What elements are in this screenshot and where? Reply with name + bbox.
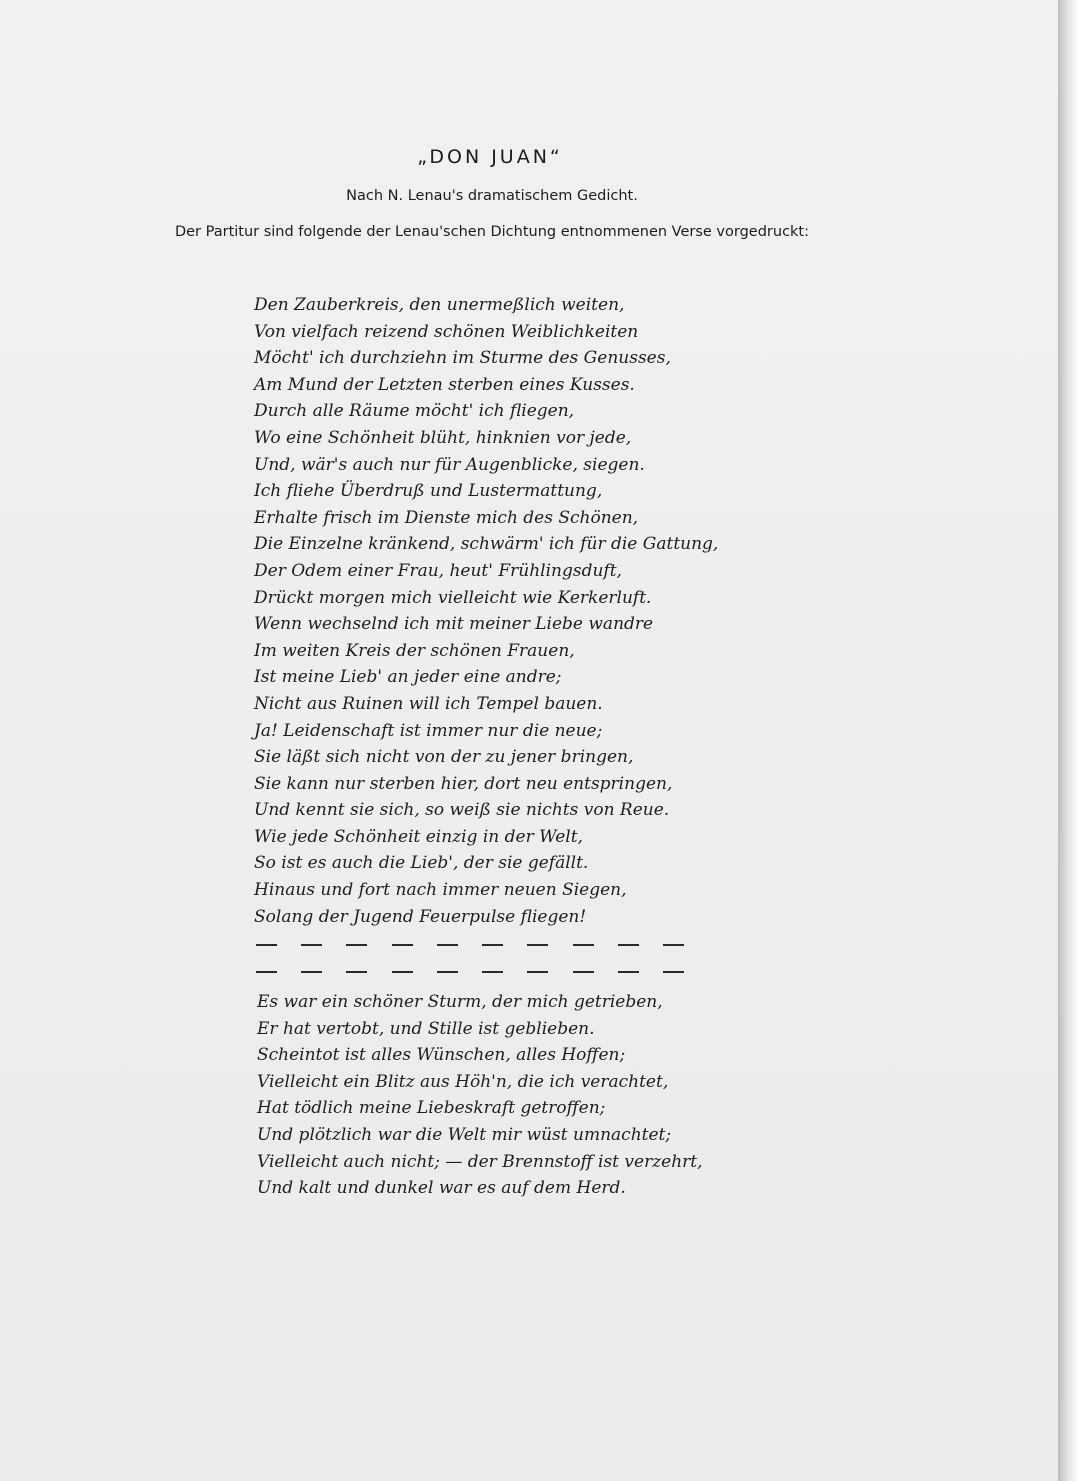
verse-line: Wo eine Schönheit blüht, hinknien vor jede, (254, 427, 632, 448)
verse-line: Ja! Leidenschaft ist immer nur die neue; (254, 720, 603, 741)
verse-line: Von vielfach reizend schönen Weiblichkeiten (254, 321, 639, 342)
verse-line: Scheintot ist alles Wünschen, alles Hoffen; (257, 1045, 626, 1066)
verse-line: Und plötzlich war die Welt mir wüst umnachtet; (257, 1124, 672, 1145)
verse-line: Und kalt und dunkel war es auf dem Herd. (257, 1178, 626, 1199)
verse-line: Durch alle Räume möcht' ich fliegen, (254, 401, 575, 422)
verse-line: Die Einzelne kränkend, schwärm' ich für die Gattung, (254, 534, 719, 555)
verse-line: Den Zauberkreis, den unermeßlich weiten, (254, 295, 625, 315)
verse-line: Ist meine Lieb' an jeder eine andre; (254, 667, 562, 688)
verse-line: Der Odem einer Frau, heut' Frühlingsduft, (254, 560, 622, 581)
verse-line: Hat tödlich meine Liebeskraft getroffen; (257, 1098, 606, 1119)
subtitle: Nach N. Lenau's dramatischem Gedicht. (346, 188, 638, 204)
verse-line: Am Mund der Letzten sterben eines Kusses. (254, 374, 635, 395)
verse-line: Es war ein schöner Sturm, der mich getrieben, (257, 992, 663, 1012)
verse-line: Wie jede Schönheit einzig in der Welt, (254, 826, 583, 847)
verse-line: Ich fliehe Überdruß und Lustermattung, (254, 481, 603, 502)
verse-line: Im weiten Kreis der schönen Frauen, (254, 640, 575, 661)
verse-line: Vielleicht ein Blitz aus Höh'n, die ich verachtet, (257, 1071, 669, 1092)
verse-line: Wenn wechselnd ich mit meiner Liebe wandre (254, 614, 654, 635)
verse-block-1 (254, 292, 718, 930)
verse-line: Er hat vertobt, und Stille ist geblieben. (257, 1018, 595, 1039)
page-title: „DON JUAN“ (417, 146, 563, 168)
dash-separator (256, 971, 684, 973)
verse-line: Und kennt sie sich, so weiß sie nichts von Reue. (254, 800, 670, 821)
verse-line: Und, wär's auch nur für Augenblicke, siegen. (254, 454, 645, 475)
page-edge-shadow (1058, 0, 1077, 1481)
verse-line: Sie läßt sich nicht von der zu jener bringen, (254, 747, 634, 768)
verse-line: So ist es auch die Lieb', der sie gefällt. (254, 853, 589, 874)
verse-line: Solang der Jugend Feuerpulse fliegen! (254, 906, 587, 927)
verse-block-2 (257, 989, 703, 1202)
intro-text: Der Partitur sind folgende der Lenau'schen Dichtung entnommenen Verse vorgedruckt: (174, 224, 810, 240)
verse-line: Drückt morgen mich vielleicht wie Kerkerluft. (254, 587, 652, 608)
verse-line: Erhalte frisch im Dienste mich des Schönen, (254, 507, 639, 528)
dash-separator (256, 944, 684, 946)
verse-line: Möcht' ich durchziehn im Sturme des Genusses, (254, 348, 671, 369)
verse-line: Sie kann nur sterben hier, dort neu entspringen, (254, 773, 673, 794)
verse-line: Hinaus und fort nach immer neuen Siegen, (254, 880, 627, 901)
verse-line: Nicht aus Ruinen will ich Tempel bauen. (254, 693, 603, 714)
verse-line: Vielleicht auch nicht; — der Brennstoff ist verzehrt, (257, 1151, 703, 1172)
